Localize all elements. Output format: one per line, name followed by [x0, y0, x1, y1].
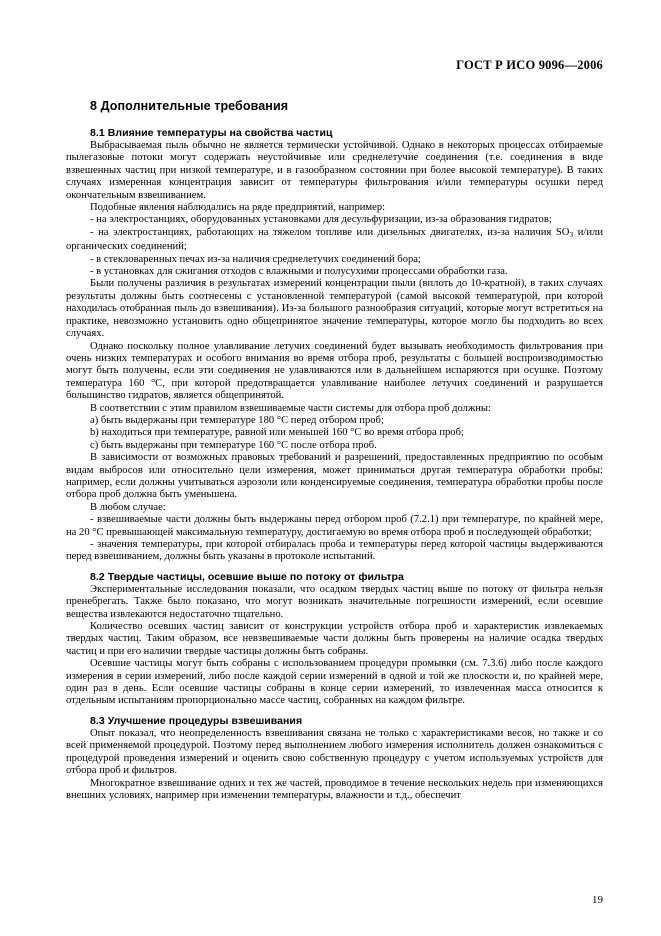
subsection-title-8-1: 8.1 Влияние температуры на свойства частиц	[90, 127, 333, 139]
section-title: 8 Дополнительные требования	[90, 99, 289, 113]
paragraph: В соответствии с этим правилом взвешиваемые части системы для отбора проб должны:	[90, 402, 491, 414]
document-header: ГОСТ Р ИСО 9096—2006	[456, 58, 603, 72]
paragraph: В любом случае:	[90, 501, 166, 513]
list-item: a) быть выдержаны при температуре 180 °С перед отбором проб;	[90, 414, 384, 426]
list-item: - на электростанциях, работающих на тяжелом топливе или дизельных двигателях, из-за наличия $SO_3$ и/или органических соединений;	[66, 226, 603, 253]
paragraph: Подобные явления наблюдались на ряде предприятий, например:	[90, 202, 386, 214]
subsection-title-8-3: 8.3 Улучшение процедуры взвешивания	[90, 714, 303, 727]
paragraph: Однако поскольку полное улавливание летучих соединений будет вызывать необходимость фильтрования при очень низких температурах и особого внимания во время отбора проб, результаты с большей воспроизводимостью могут быть получены, если эти соединения не улавливаются или в дальнейшем испаряются при осушке. Поэтому температура 160 °С, при которой предотвращается улавливание наиболее летучих соединений и разрушается большинство гидратов, является общепринятой.	[66, 340, 603, 402]
subsection-body-8-1	[66, 140, 603, 564]
paragraph: Количество осевших частиц зависит от конструкции устройств отбора проб и характеристик извлекаемых твердых частиц. Таким образом, все невзвешиваемые части должны быть проверены на наличие осадка твердых частиц и при его наличии твердые частицы должны быть собраны.	[66, 621, 603, 657]
paragraph: Многократное взвешивание одних и тех же частей, проводимое в течение нескольких недель при изменяющихся внешних условиях, например при изменении температуры, влажности и т.д., обеспечит	[66, 777, 603, 801]
paragraph: Были получены различия в результатах измерений концентрации пыли (вплоть до 10-кратной), в таких случаях результаты должны быть соотнесены с установленной температурой (самой высокой температурой, при которой находилась отобранная пыль до взвешивания). Из-за большого разнообразия ситуаций, которые могут встретиться на практике, невозможно установить одно общепринятое значение температуры, которое могло бы подходить во всех случаях.	[66, 278, 603, 340]
page-number: 19	[592, 894, 603, 906]
subsection-body-8-3	[66, 728, 603, 802]
subsection-title-8-2: 8.2 Твердые частицы, осевшие выше по потоку от фильтра	[90, 570, 404, 583]
paragraph: Выбрасываемая пыль обычно не является термически устойчивой. Однако в некоторых процессах отбираемые пылегазовые потоки могут содержать неустойчивые или среднелетучие соединения (т.е. соединения в виде взвешенных частиц при низкой температуре, и в газообразном состоянии при более высокой температуре). В таких случаях измеренная концентрация зависит от температуры фильтрования и/или температуры осушки перед окончательным взвешиванием.	[66, 140, 603, 201]
paragraph: Экспериментальные исследования показали, что осадком твердых частиц выше по потоку от фильтра нельзя пренебрегать. Также было показано, что могут возникать значительные погрешности измерений, если осевшие вещества извлекаются недостаточно тщательно.	[66, 583, 603, 620]
list-item: - значения температуры, при которой отбиралась проба и температуры перед которой частицы выдерживаются перед взвешиванием, должны быть указаны в протоколе испытаний.	[66, 539, 603, 563]
list-item: b) находиться при температуре, равной или меньшей 160 °С во время отбора проб;	[90, 427, 464, 439]
list-item: c) быть выдержаны при температуре 160 °С после отбора проб.	[90, 439, 377, 451]
paragraph: Осевшие частицы могут быть собраны с использованием процедури промывки (см. 7.3.6) либо после каждого измерения в серии измерений, либо после каждой серии измерений в одной и той же плоскости и, по крайней мере, один раз в день. Если осевшие частицы собраны в конце серии измерений, то извлеченная масса относится к отдельным испытаниям пропорционально массе частиц, собранных на каждом фильтре.	[66, 658, 603, 707]
list-item: - взвешиваемые части должны быть выдержаны перед отбором проб (7.2.1) при температуре, по крайней мере, на 20 °С превышающей максимальную температуру, достигаемую во время отбора проб и последующей обработки;	[66, 514, 603, 538]
list-item: - в стекловаренных печах из-за наличия среднелетучих соединений бора;	[90, 253, 421, 265]
list-item: - на электростанциях, оборудованных установками для десульфуризации, из-за образования гидратов;	[90, 214, 552, 226]
subsection-body-8-2	[66, 584, 603, 708]
paragraph: Опыт показал, что неопределенность взвешивания связана не только с характеристиками весов, но также и со всей применяемой процедурой. Поэтому перед выполнением любого измерения исполнитель должен ознакомиться с процедурой проведения измерений и оценить свою собственную процедуру с учетом используемых устройств для отбора проб и фильтров.	[66, 727, 603, 777]
paragraph: В зависимости от возможных правовых требований и разрешений, предоставленных предприятию по особым видам выбросов или относительно цели измерения, может приниматься другая температура обработки пробы: например, если должны учитываться аэрозоли или конденсируемые соединения, температура обработки пробы после отбора проб должна быть уменьшена.	[66, 452, 603, 501]
subscript-3: 3	[569, 229, 574, 239]
list-item: - в установках для сжигания отходов с влажными и полусухими процессами обработки газа.	[90, 266, 508, 278]
